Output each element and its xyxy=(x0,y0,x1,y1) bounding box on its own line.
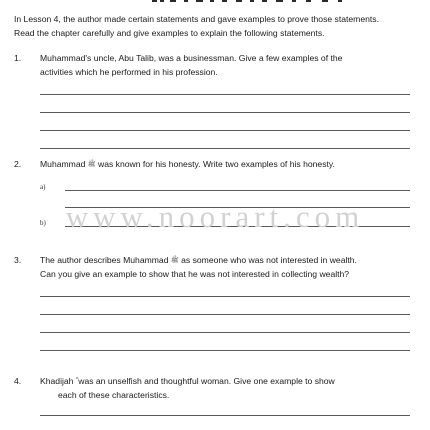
cut-off-heading xyxy=(150,0,350,2)
answer-line-q2-b[interactable] xyxy=(65,226,410,227)
sub-label-b: b) xyxy=(40,219,46,227)
question-text: Muhammad's uncle, Abu Talib, was a businessman. Give a few examples of the activities which he performed in his profession. xyxy=(40,53,343,77)
answer-line-q1-1[interactable] xyxy=(40,94,410,95)
answer-line-q3-3[interactable] xyxy=(40,332,410,333)
answer-line-q3-2[interactable] xyxy=(40,314,410,315)
answer-line-q1-3[interactable] xyxy=(40,130,410,131)
pbuh-symbol: ﷺ xyxy=(170,256,179,264)
answer-line-q2-a-2[interactable] xyxy=(65,207,410,208)
question-text: Khadijah was an unselfish and thoughtful woman. Give one example to show each of these characteristics. xyxy=(40,376,335,400)
answer-line-q1-4[interactable] xyxy=(40,148,410,149)
answer-line-q3-4[interactable] xyxy=(40,350,410,351)
watermark: www.noorart.com xyxy=(65,199,365,234)
answer-line-q3-1[interactable] xyxy=(40,296,410,297)
question-number: 1. xyxy=(14,53,22,63)
question-text: The author describes Muhammad ﷺ as someone who was not interested in wealth. Can you give an example to show that he was not interested in collecting wealth? xyxy=(40,255,357,279)
sub-label-a: a) xyxy=(40,183,46,191)
question-number: 3. xyxy=(14,255,22,265)
question-text: Muhammad ﷺ was known for his honesty. Write two examples of his honesty. xyxy=(40,159,335,169)
instructions xyxy=(14,13,419,40)
question-number: 4. xyxy=(14,376,22,386)
answer-line-q2-a[interactable] xyxy=(65,190,410,191)
pbuh-symbol: ﷺ xyxy=(87,160,96,168)
instructions-line-2: Read the chapter carefully and give examples to explain the following statements. xyxy=(14,27,325,38)
question-number: 2. xyxy=(14,159,22,169)
answer-line-q4-1[interactable] xyxy=(40,415,410,416)
instructions-line-1: In Lesson 4, the author made certain statements and gave examples to prove those statements. xyxy=(14,14,379,24)
answer-line-q1-2[interactable] xyxy=(40,112,410,113)
